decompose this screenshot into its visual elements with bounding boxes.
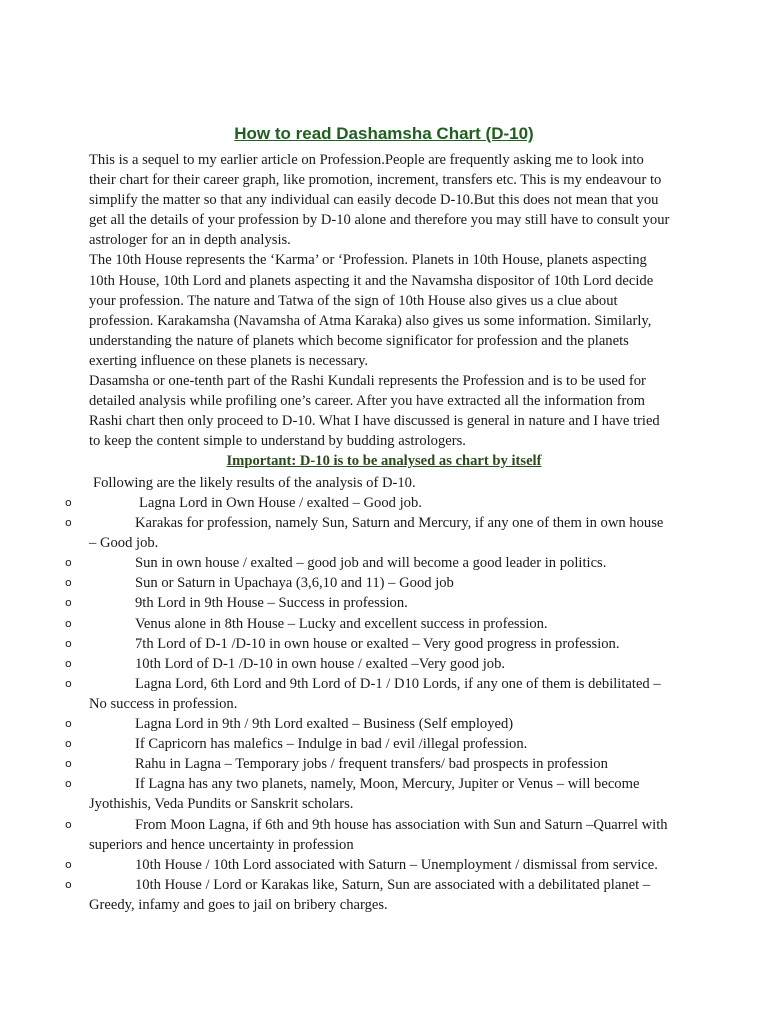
list-item bbox=[0, 815, 674, 855]
list-item bbox=[0, 654, 674, 674]
intro-paragraph: The 10th House represents the ‘Karma’ or ‘Profession. Planets in 10th House, planets aspecting 10th House, 10th Lord and planets aspecting it and the Navamsha dispositor of 10th Lord decide your profession. The nature and Tatwa of the sign of 10th House also gives us a clue about profession. Karakamsha (Navamsha of Atma Karaka) also gives us some information. Similarly, understanding the nature of planets which become significator for profession and the planets exerting influence on these planets is necessary. bbox=[89, 252, 654, 369]
list-item bbox=[0, 734, 674, 754]
list-item bbox=[0, 875, 674, 915]
list-item bbox=[0, 754, 674, 774]
list-item-text: Lagna Lord in 9th / 9th Lord exalted – Business (Self employed) bbox=[135, 716, 514, 733]
bullet-icon: o bbox=[65, 877, 72, 891]
bullet-icon: o bbox=[65, 717, 72, 731]
list-item-text: If Lagna has any two planets, namely, Moon, Mercury, Jupiter or Venus – will become Jyothishis, Veda Pundits or Sanskrit scholars. bbox=[89, 776, 640, 813]
list-item-text: Rahu in Lagna – Temporary jobs / frequent transfers/ bad prospects in profession bbox=[135, 756, 608, 773]
list-item bbox=[0, 774, 674, 814]
page-title: How to read Dashamsha Chart (D-10) bbox=[234, 124, 534, 143]
bullet-icon: o bbox=[65, 737, 72, 751]
list-item bbox=[0, 634, 674, 654]
bullet-icon: o bbox=[65, 516, 72, 530]
list-item-text: 9th Lord in 9th House – Success in profession. bbox=[135, 595, 408, 612]
list-item bbox=[0, 513, 674, 553]
list-item bbox=[0, 855, 674, 875]
results-list bbox=[0, 493, 768, 915]
bullet-icon: o bbox=[65, 616, 72, 630]
list-item bbox=[0, 674, 674, 714]
list-item-text: 10th House / Lord or Karakas like, Saturn, Sun are associated with a debilitated planet – Greedy, infamy and goes to jail on bribery charges. bbox=[89, 876, 651, 913]
bullet-icon: o bbox=[65, 636, 72, 650]
intro-paragraph: Dasamsha or one-tenth part of the Rashi Kundali represents the Profession and is to be used for detailed analysis while profiling one’s career. After you have extracted all the information from Rashi chart then only proceed to D-10. What I have discussed is general in nature and I have tried to keep the content simple to understand by budding astrologers. bbox=[89, 373, 660, 450]
list-item-text: 7th Lord of D-1 /D-10 in own house or exalted – Very good progress in profession. bbox=[135, 635, 620, 652]
list-item-text: Sun in own house / exalted – good job and will become a good leader in politics. bbox=[135, 555, 607, 572]
list-item-text: 10th Lord of D-1 /D-10 in own house / exalted –Very good job. bbox=[135, 655, 506, 672]
bullet-icon: o bbox=[65, 556, 72, 570]
bullet-icon: o bbox=[65, 676, 72, 690]
list-item-text: Lagna Lord in Own House / exalted – Good job. bbox=[139, 495, 422, 511]
bullet-icon: o bbox=[65, 656, 72, 670]
bullet-icon: o bbox=[65, 757, 72, 771]
list-item bbox=[0, 553, 674, 573]
list-item-text: Lagna Lord, 6th Lord and 9th Lord of D-1 / D10 Lords, if any one of them is debilitated –No success in profession. bbox=[89, 675, 661, 712]
bullet-icon: o bbox=[65, 596, 72, 610]
list-item bbox=[0, 714, 674, 734]
bullet-icon: o bbox=[65, 496, 72, 509]
list-item bbox=[0, 593, 674, 613]
list-item-text: 10th House / 10th Lord associated with Saturn – Unemployment / dismissal from service. bbox=[135, 856, 658, 873]
list-item bbox=[0, 614, 674, 634]
list-item bbox=[0, 573, 674, 593]
list-item-text: Sun or Saturn in Upachaya (3,6,10 and 11) – Good job bbox=[135, 575, 454, 592]
bullet-icon: o bbox=[65, 576, 72, 590]
bullet-icon: o bbox=[65, 817, 72, 831]
intro-paragraph: This is a sequel to my earlier article on Profession.People are frequently asking me to look into their chart for their career graph, like promotion, increment, transfers etc. This is my endeavour to simplify the matter so that any individual can easily decode D-10.But this does not mean that you get all the details of your profession by D-10 alone and therefore you may still have to consult your astrologer for an in depth analysis. bbox=[89, 152, 670, 249]
list-item-text: If Capricorn has malefics – Indulge in bad / evil /illegal profession. bbox=[135, 736, 528, 753]
following-text: Following are the likely results of the analysis of D-10. bbox=[93, 475, 416, 491]
list-item bbox=[0, 493, 674, 513]
list-item-text: Karakas for profession, namely Sun, Saturn and Mercury, if any one of them in own house – Good job. bbox=[89, 515, 664, 552]
intro-section bbox=[89, 150, 674, 451]
bullet-icon: o bbox=[65, 777, 72, 791]
important-heading: Important: D-10 is to be analysed as chart by itself bbox=[226, 453, 542, 469]
list-item-text: From Moon Lagna, if 6th and 9th house has association with Sun and Saturn –Quarrel with superiors and hence uncertainty in profession bbox=[89, 816, 668, 853]
bullet-icon: o bbox=[65, 857, 72, 871]
list-item-text: Venus alone in 8th House – Lucky and excellent success in profession. bbox=[135, 615, 548, 632]
